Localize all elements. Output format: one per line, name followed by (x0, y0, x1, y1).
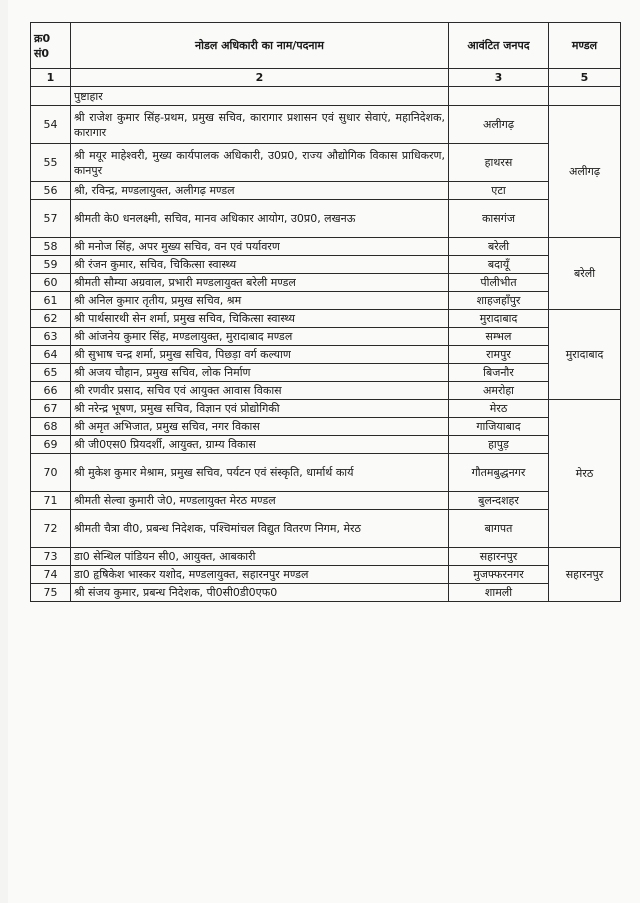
serial-number: 64 (31, 346, 71, 364)
serial-number: 74 (31, 566, 71, 584)
district-name: गौतमबुद्धनगर (449, 454, 549, 492)
officer-name: श्री मयूर माहेश्वरी, मुख्य कार्यपालक अधिकारी, उ0प्र0, राज्य औद्योगिक विकास प्राधिकरण, कानपुर (71, 144, 449, 182)
serial-number: 66 (31, 382, 71, 400)
serial-number: 73 (31, 548, 71, 566)
serial-number: 61 (31, 292, 71, 310)
officer-name: श्री राजेश कुमार सिंह-प्रथम, प्रमुख सचिव, कारागार प्रशासन एवं सुधार सेवाएं, महानिदेशक, कारागार (71, 106, 449, 144)
table-row (31, 106, 621, 144)
district-name: रामपुर (449, 346, 549, 364)
document-page (8, 0, 640, 903)
table-row (31, 144, 621, 182)
district-name: बागपत (449, 510, 549, 548)
district-name: सम्भल (449, 328, 549, 346)
col-number: 1 (31, 69, 71, 87)
division-name: मेरठ (549, 400, 621, 548)
division-name: बरेली (549, 238, 621, 310)
serial-number: 65 (31, 364, 71, 382)
officer-name: श्रीमती सौम्या अग्रवाल, प्रभारी मण्डलायुक्त बरेली मण्डल (71, 274, 449, 292)
district-name: हाथरस (449, 144, 549, 182)
serial-number: 70 (31, 454, 71, 492)
serial-number: 56 (31, 182, 71, 200)
serial-number: 67 (31, 400, 71, 418)
header-division: मण्डल (549, 23, 621, 69)
officer-name: श्री पार्थसारथी सेन शर्मा, प्रमुख सचिव, चिकित्सा स्वास्थ्य (71, 310, 449, 328)
officer-name: श्री अजय चौहान, प्रमुख सचिव, लोक निर्माण (71, 364, 449, 382)
division-name: अलीगढ़ (549, 106, 621, 238)
district-name: मुरादाबाद (449, 310, 549, 328)
table-row (31, 436, 621, 454)
district-name: अलीगढ़ (449, 106, 549, 144)
district-name: शाहजहाँपुर (449, 292, 549, 310)
table-row (31, 382, 621, 400)
district-name: सहारनपुर (449, 548, 549, 566)
serial-number: 58 (31, 238, 71, 256)
group-label: पुष्टाहार (71, 87, 449, 106)
serial-number: 68 (31, 418, 71, 436)
serial-number: 72 (31, 510, 71, 548)
district-name: बुलन्दशहर (449, 492, 549, 510)
table-row (31, 346, 621, 364)
header-sr: क्र0 सं0 (31, 23, 71, 69)
table-row (31, 238, 621, 256)
officer-name: श्रीमती के0 धनलक्ष्मी, सचिव, मानव अधिकार आयोग, उ0प्र0, लखनऊ (71, 200, 449, 238)
officer-name: श्री अनिल कुमार तृतीय, प्रमुख सचिव, श्रम (71, 292, 449, 310)
table-row (31, 548, 621, 566)
district-name: शामली (449, 584, 549, 602)
officer-name: श्री मनोज सिंह, अपर मुख्य सचिव, वन एवं पर्यावरण (71, 238, 449, 256)
table-row (31, 256, 621, 274)
table-row (31, 200, 621, 238)
table-row (31, 584, 621, 602)
district-name: अमरोहा (449, 382, 549, 400)
header-officer: नोडल अधिकारी का नाम/पदनाम (71, 23, 449, 69)
serial-number: 57 (31, 200, 71, 238)
table-row (31, 364, 621, 382)
officer-name: श्री, रविन्द्र, मण्डलायुक्त, अलीगढ़ मण्डल (71, 182, 449, 200)
table-row (31, 328, 621, 346)
group-row (31, 87, 621, 106)
serial-number: 54 (31, 106, 71, 144)
officer-name: श्रीमती सेल्वा कुमारी जे0, मण्डलायुक्त मेरठ मण्डल (71, 492, 449, 510)
col-number: 2 (71, 69, 449, 87)
column-number-row (31, 69, 621, 87)
table-row (31, 292, 621, 310)
table-row (31, 400, 621, 418)
officer-name: डा0 सेन्थिल पांडियन सी0, आयुक्त, आबकारी (71, 548, 449, 566)
district-name: एटा (449, 182, 549, 200)
district-name: कासगंज (449, 200, 549, 238)
officer-name: श्री रणवीर प्रसाद, सचिव एवं आयुक्त आवास विकास (71, 382, 449, 400)
col-number: 3 (449, 69, 549, 87)
table-row (31, 454, 621, 492)
division-name: सहारनपुर (549, 548, 621, 602)
header-row (31, 23, 621, 69)
serial-number: 75 (31, 584, 71, 602)
table-row (31, 492, 621, 510)
officer-name: श्री रंजन कुमार, सचिव, चिकित्सा स्वास्थ्य (71, 256, 449, 274)
district-name: हापुड़ (449, 436, 549, 454)
officer-name: श्री जी0एस0 प्रियदर्शी, आयुक्त, ग्राम्य विकास (71, 436, 449, 454)
header-district: आवंटित जनपद (449, 23, 549, 69)
serial-number: 69 (31, 436, 71, 454)
officer-name: श्री मुकेश कुमार मेश्राम, प्रमुख सचिव, पर्यटन एवं संस्कृति, धार्मार्थ कार्य (71, 454, 449, 492)
officer-name: श्री सुभाष चन्द्र शर्मा, प्रमुख सचिव, पिछड़ा वर्ग कल्याण (71, 346, 449, 364)
nodal-officer-table (30, 22, 621, 602)
district-name: बदायूँ (449, 256, 549, 274)
col-number: 5 (549, 69, 621, 87)
officer-name: डा0 हृषिकेश भास्कर यशोद, मण्डलायुक्त, सहारनपुर मण्डल (71, 566, 449, 584)
district-name: मेरठ (449, 400, 549, 418)
table-row (31, 510, 621, 548)
officer-name: श्रीमती चैत्रा वी0, प्रबन्ध निदेशक, पश्चिमांचल विद्युत वितरण निगम, मेरठ (71, 510, 449, 548)
district-name: मुजफ्फरनगर (449, 566, 549, 584)
serial-number: 60 (31, 274, 71, 292)
serial-number: 55 (31, 144, 71, 182)
district-name: बिजनौर (449, 364, 549, 382)
serial-number: 71 (31, 492, 71, 510)
serial-number: 63 (31, 328, 71, 346)
officer-name: श्री नरेन्द्र भूषण, प्रमुख सचिव, विज्ञान एवं प्रोद्योगिकी (71, 400, 449, 418)
division-name: मुरादाबाद (549, 310, 621, 400)
district-name: गाजियाबाद (449, 418, 549, 436)
table-row (31, 310, 621, 328)
officer-name: श्री अमृत अभिजात, प्रमुख सचिव, नगर विकास (71, 418, 449, 436)
district-name: बरेली (449, 238, 549, 256)
table-row (31, 418, 621, 436)
table-row (31, 274, 621, 292)
table-row (31, 182, 621, 200)
serial-number: 62 (31, 310, 71, 328)
table-row (31, 566, 621, 584)
officer-name: श्री संजय कुमार, प्रबन्ध निदेशक, पी0सी0डी0एफ0 (71, 584, 449, 602)
district-name: पीलीभीत (449, 274, 549, 292)
officer-name: श्री आंजनेय कुमार सिंह, मण्डलायुक्त, मुरादाबाद मण्डल (71, 328, 449, 346)
serial-number: 59 (31, 256, 71, 274)
